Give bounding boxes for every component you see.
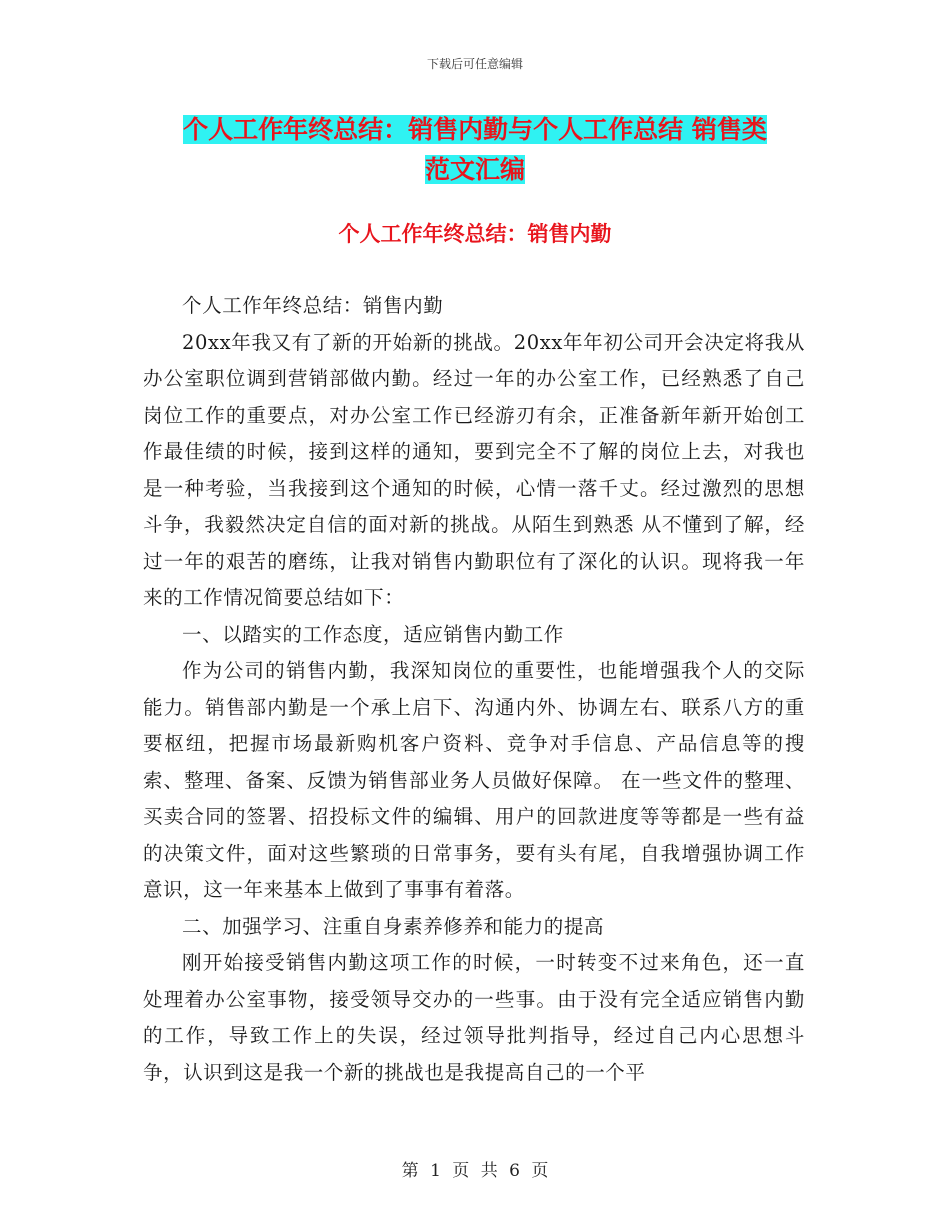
header-note: 下载后可任意编辑 [426, 57, 523, 71]
paragraph: 20xx年我又有了新的开始新的挑战。20xx年年初公司开会决定将我从办公室职位调到营销部做内勤。经过一年的办公室工作，已经熟悉了自己岗位工作的重要点，对办公室工作已经游刃有余，正准备新年新开始创工作最佳绩的时候，接到这样的通知，要到完全不了解的岗位上去，对我也是一种考验，当我接到这个通知的时候，心情一落千丈。经过激烈的思想斗争，我毅然决定自信的面对新的挑战。从陌生到熟悉 从不懂到了解，经过一年的艰苦的磨练，让我对销售内勤职位有了深化的认识。现将我一年来的工作情况简要总结如下： [143, 330, 805, 609]
paragraph: 个人工作年终总结：销售内勤 [182, 294, 444, 317]
document-title [140, 110, 810, 190]
paragraph: 刚开始接受销售内勤这项工作的时候，一时转变不过来角色，还一直处理着办公室事物，接受领导交办的一些事。由于没有完全适应销售内勤的工作，导致工作上的失误，经过领导批判指导，经过自己内心思想斗争，认识到这是我一个新的挑战也是我提高自己的一个平 [143, 951, 805, 1084]
title-line-2: 范文汇编 [424, 155, 525, 184]
section-heading: 一、以踏实的工作态度，适应销售内勤工作 [182, 622, 564, 646]
title-line-1: 个人工作年终总结：销售内勤与个人工作总结 销售类 [183, 115, 767, 144]
paragraph: 作为公司的销售内勤，我深知岗位的重要性，也能增强我个人的交际能力。销售部内勤是一个承上启下、沟通内外、协调左右、联系八方的重要枢纽，把握市场最新购机客户资料、竞争对手信息、产品信息等的搜索、整理、备案、反馈为销售部业务人员做好保障。 在一些文件的整理、买卖合同的签署、招投标文件的编辑、用户的回款进度等等都是一些有益的决策文件，面对这些繁琐的日常事务，要有头有尾，自我增强协调工作意识，这一年来基本上做到了事事有着落。 [143, 659, 805, 901]
section-title: 个人工作年终总结：销售内勤 [338, 221, 612, 246]
body-text [143, 288, 805, 1091]
page-footer: 第 1 页 共 6 页 [401, 1161, 549, 1181]
section-heading: 二、加强学习、注重自身素养修养和能力的提高 [182, 914, 605, 938]
